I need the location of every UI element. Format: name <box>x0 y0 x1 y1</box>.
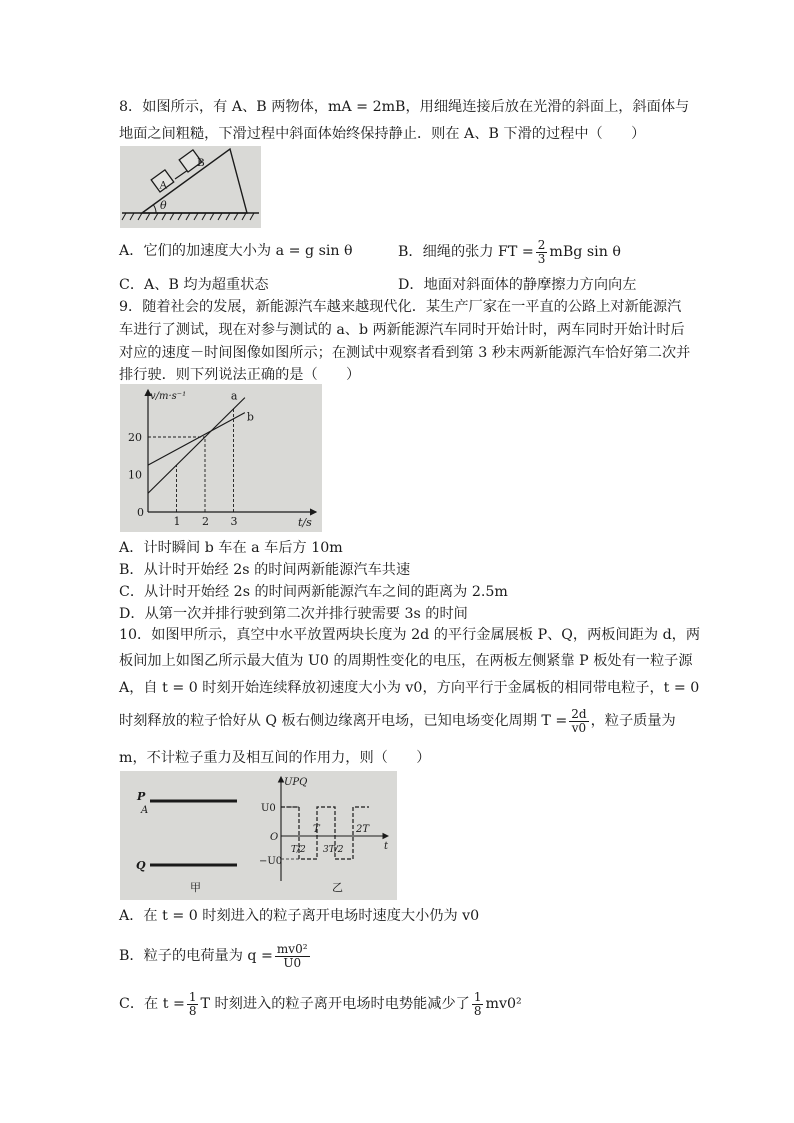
q8-incline-figure <box>120 146 261 228</box>
q10-stem-line-4 <box>119 703 676 739</box>
q10-option-c-numerator-2: 1 <box>473 989 482 1004</box>
q10-figure <box>120 771 397 900</box>
tick-3t-half: 3T/2 <box>323 845 344 855</box>
tick-2t: 2T <box>356 824 370 835</box>
q9-option-d: D．从第一次并排行驶到第二次并排行驶需要 3s 的时间 <box>119 606 468 622</box>
q10-option-c-fraction-1 <box>187 991 199 1018</box>
q10-option-c-denominator-1: 8 <box>188 1003 197 1018</box>
x-tick-label-1: 1 <box>173 515 181 528</box>
q10-option-c <box>119 984 522 1024</box>
q10-stem-line-5: m，不计粒子重力及相互间的作用力，则（ ） <box>119 750 431 766</box>
q10-option-a: A．在 t = 0 时刻进入的粒子离开电场时速度大小仍为 v0 <box>119 908 480 924</box>
series-label-b: b <box>246 410 254 424</box>
q9-option-a: A．计时瞬间 b 车在 a 车后方 10m <box>119 540 343 556</box>
q9-stem-line-4: 排行驶．则下列说法正确的是（ ） <box>119 367 361 383</box>
source-a-label: A <box>141 805 149 816</box>
neg-u0-label: −U0 <box>259 856 283 867</box>
plate-q-label: Q <box>136 859 146 872</box>
q9-option-c: C．从计时开始经 2s 的时间两新能源汽车之间的距离为 2.5m <box>119 584 508 600</box>
q10-option-c-fraction-2 <box>472 991 484 1018</box>
series-line-a <box>148 398 245 494</box>
q10-option-c-numerator-1: 1 <box>188 989 197 1004</box>
q9-origin-label: 0 <box>137 506 144 519</box>
plate-p-label: P <box>137 790 146 803</box>
u0-label: U0 <box>261 803 276 814</box>
q8-option-a: A．它们的加速度大小为 a = g sin θ <box>119 243 353 259</box>
q10-stem-line-1: 10．如图甲所示，真空中水平放置两块长度为 2d 的平行金属展板 P、Q，两板间距为 d，两 <box>119 627 701 643</box>
q10-option-b-denominator: U0 <box>283 955 302 970</box>
q10-option-c-tail: mv0² <box>485 996 522 1012</box>
series-line-b <box>148 413 245 466</box>
q10-option-c-denominator-2: 8 <box>473 1003 482 1018</box>
q8-block-b-label: B <box>197 157 205 169</box>
y-tick-label-20: 20 <box>128 431 142 444</box>
q10-period-numerator: 2d <box>571 706 587 721</box>
origin-o-label: O <box>270 832 279 843</box>
upq-label: UPQ <box>284 777 308 788</box>
q10-option-b-text: B．粒子的电荷量为 q = <box>119 948 273 964</box>
q9-option-b: B．从计时开始经 2s 的时间两新能源汽车共速 <box>119 562 411 578</box>
q10-option-c-text: C．在 t = <box>119 996 185 1012</box>
t-axis-label: t <box>384 841 389 852</box>
q8-option-d: D．地面对斜面体的静摩擦力方向向左 <box>398 277 637 293</box>
q8-option-b-text: B．细绳的张力 FT = <box>398 244 534 260</box>
q10-option-b-fraction <box>275 943 310 970</box>
q10-stem-line-3: A，自 t = 0 时刻开始连续释放初速度大小为 v0，方向平行于金属板的相同带电粒子，t = 0 <box>119 680 700 696</box>
q8-option-b-fraction <box>536 239 548 266</box>
tick-t: T <box>313 824 320 835</box>
q8-angle-label: θ <box>160 199 167 212</box>
tick-t-half: T/2 <box>291 845 306 855</box>
q9-stem-line-1: 9．随着社会的发展，新能源汽车越来越现代化．某生产厂家在一平直的公路上对新能源汽 <box>119 299 682 315</box>
q10-period-denominator: v0 <box>571 720 587 735</box>
q10-stem-line-4-tail: ，粒子质量为 <box>590 713 676 729</box>
q8-block-a-label: A <box>159 179 168 192</box>
q10-stem-line-2: 板间加上如图乙所示最大值为 U0 的周期性变化的电压，在两板左侧紧靠 P 板处有一粒子源 <box>119 653 693 669</box>
q8-stem-line-1: 8．如图所示，有 A、B 两物体，mA = 2mB，用细绳连接后放在光滑的斜面上，斜面体与 <box>119 99 690 115</box>
q8-option-c: C．A、B 均为超重状态 <box>119 277 269 293</box>
q8-stem-line-2: 地面之间粗糙，下滑过程中斜面体始终保持静止．则在 A、B 下滑的过程中（ ） <box>119 126 646 142</box>
q8-option-b-tail: mBg sin θ <box>549 244 621 260</box>
q10-stem-line-4-text: 时刻释放的粒子恰好从 Q 板右侧边缘离开电场，已知电场变化周期 T = <box>119 713 568 729</box>
q8-fraction-numerator: 2 <box>537 237 546 252</box>
q8-option-b <box>398 235 621 269</box>
figure-jia-label: 甲 <box>190 881 201 894</box>
q10-option-b-numerator: mv0² <box>276 941 308 956</box>
x-tick-label-3: 3 <box>230 515 238 528</box>
q10-option-b <box>119 936 312 976</box>
figure-yi-label: 乙 <box>332 881 343 894</box>
q9-y-axis-label: v/m·s⁻¹ <box>150 391 187 402</box>
q9-vt-chart <box>120 384 322 532</box>
q10-option-c-middle: T 时刻进入的粒子离开电场时电势能减少了 <box>200 996 470 1012</box>
y-tick-label-10: 10 <box>128 468 142 482</box>
q10-period-fraction <box>569 708 588 735</box>
x-tick-label-2: 2 <box>202 515 209 528</box>
q9-stem-line-3: 对应的速度－时间图像如图所示；在测试中观察者看到第 3 秒末两新能源汽车恰好第二次并 <box>119 345 691 361</box>
series-label-a: a <box>230 389 238 403</box>
q9-x-axis-label: t/s <box>298 516 312 529</box>
q9-stem-line-2: 车进行了测试，现在对参与测试的 a、b 两新能源汽车同时开始计时，两车同时开始计时后 <box>119 322 685 338</box>
q8-fraction-denominator: 3 <box>537 251 546 266</box>
